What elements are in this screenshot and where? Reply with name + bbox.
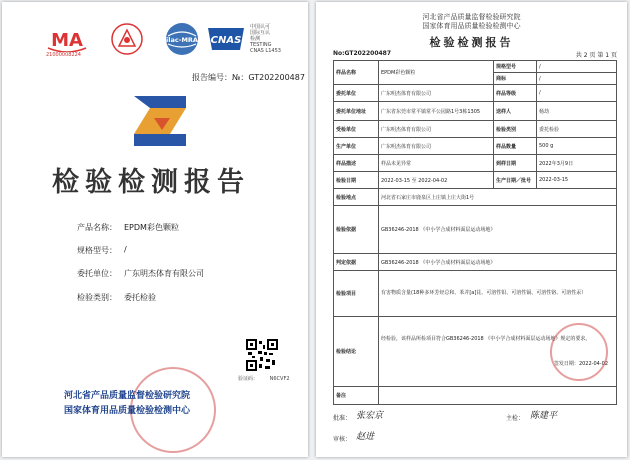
cnas-logo-text: CNAS (210, 35, 242, 46)
category-label: 检验类别： (77, 293, 117, 302)
cnas-caption-5: CNAS L1453 (250, 48, 281, 54)
sender-cell: 杨劫 (537, 102, 617, 121)
batch-cell: 2022-03-15 (537, 172, 617, 189)
sender-label-cell: 送样人 (494, 102, 537, 121)
test-category-cell: 委托检验 (537, 121, 617, 138)
sample-desc-label-cell: 样品描述 (334, 155, 379, 172)
arrival-date-label-cell: 到样日期 (494, 155, 537, 172)
report-number-value: №：GT202200487 (232, 73, 305, 82)
cma-code: 21000008224 (46, 52, 81, 58)
report-number (192, 72, 305, 83)
client-cell: 广东明杰体育有限公司 (379, 85, 494, 102)
batch-label-cell: 生产日期／批号 (494, 172, 537, 189)
spec-cell: / (537, 61, 617, 73)
cnas-caption-4: TESTING (250, 42, 272, 48)
issue-date-value: 2022-04-02 (578, 360, 608, 367)
test-date-cell: 2022-03-15 至 2022-04-02 (379, 172, 494, 189)
report-number-label: 报告编号： (192, 73, 232, 82)
cnas-caption-3: 检测 (250, 36, 261, 42)
detail-report-number: No:GT202200487 (333, 50, 392, 57)
client-label: 委托单位： (77, 269, 117, 278)
ilac-mra-text: ilac-MRA (166, 36, 198, 44)
conclusion-seal-stamp (550, 323, 608, 381)
cnas-logo-icon (206, 24, 246, 54)
client-label-cell: 委托单位 (334, 85, 379, 102)
remark-label-cell: 备注 (334, 387, 379, 405)
spec-label: 规格型号： (77, 246, 117, 255)
category-value: 委托检验 (124, 293, 156, 302)
test-items-label-cell: 检验项目 (334, 271, 379, 317)
conclusion-label-cell: 检验结论 (334, 317, 379, 387)
trademark-label-cell: 商标 (494, 73, 537, 85)
detail-page-info: 共 2 页 第 1 页 (575, 52, 617, 59)
sample-qty-label-cell: 样品数量 (494, 138, 537, 155)
sample-qty-cell: 500 g (537, 138, 617, 155)
cover-title: 检验检测报告 (52, 167, 250, 198)
reviewer-label: 审核： (333, 436, 352, 443)
institute-z-logo-icon (130, 92, 190, 150)
grade-cell: / (537, 85, 617, 102)
judgment-basis-label-cell: 判定依据 (334, 254, 379, 271)
product-name-label: 产品名称： (77, 223, 117, 232)
cma-logo-text: MA (51, 30, 83, 51)
inspected-unit-cell: 广东明杰体育有限公司 (379, 121, 494, 138)
qr-code-text: N6CVF2 (269, 376, 290, 382)
test-basis-label-cell: 检验依据 (334, 206, 379, 254)
sample-desc-cell: 样品未见异常 (379, 155, 494, 172)
detail-header-line-2: 国家体育用品质量检验检测中心 (422, 22, 521, 30)
report-cover-page (2, 2, 308, 457)
org-name-line-1: 河北省产品质量监督检验研究院 (64, 391, 191, 401)
test-category-label-cell: 检验类别 (494, 121, 537, 138)
cnas-caption-1: 中国认可 (250, 24, 271, 30)
product-name-value: EPDM彩色颗粒 (124, 223, 179, 232)
cma-logo-icon (44, 26, 90, 52)
spec-label-cell: 规格型号 (494, 61, 537, 73)
cnas-caption (250, 24, 281, 54)
remark-cell (379, 387, 617, 405)
tester-signature: 陈建平 (530, 411, 558, 421)
judgment-basis-cell: GB36246-2018 《中小学合成材料面层运动场地》 (379, 254, 617, 271)
qr-code-icon[interactable] (246, 339, 278, 371)
test-location-label-cell: 检验地点 (334, 189, 379, 206)
client-address-cell: 广东省东莞市常平镇常平公园路1号3栋1305 (379, 102, 494, 121)
detail-header-line-1: 河北省产品质量监督检验研究院 (422, 13, 521, 21)
producer-label-cell: 生产单位 (334, 138, 379, 155)
detail-title: 检验检测报告 (429, 36, 514, 49)
client-value: 广东明杰体育有限公司 (124, 269, 204, 278)
inspection-details-table (333, 60, 617, 405)
test-items-cell: 有害物质含量(18种多环芳烃总和、苯并[a]芘、可溶性铅、可溶性镉、可溶性铬、可溶性汞） (379, 271, 617, 317)
tester-label: 主检： (506, 415, 525, 422)
qr-caption (238, 375, 290, 382)
approver-signature: 张宏京 (356, 411, 384, 421)
issue-date-label: 签发日期： (553, 360, 579, 367)
accreditation-seal-icon (110, 22, 144, 56)
arrival-date-cell: 2022年3月9日 (537, 155, 617, 172)
reviewer-signature: 赵进 (356, 432, 375, 442)
product-name-label-cell: 样品名称 (334, 61, 379, 85)
qr-caption-label: 验证码： (238, 376, 259, 382)
test-location-cell: 河北省石家庄市鹿泉区上庄镇上庄大街1号 (379, 189, 617, 206)
test-basis-cell: GB36246-2018 《中小学合成材料面层运动场地》 (379, 206, 617, 254)
conclusion-cell (379, 317, 617, 387)
spec-value: / (124, 245, 127, 254)
grade-label-cell: 样品等级 (494, 85, 537, 102)
test-date-label-cell: 检验日期 (334, 172, 379, 189)
ilac-mra-logo-icon (162, 22, 202, 56)
product-name-cell: EPDM彩色颗粒 (379, 61, 494, 85)
report-detail-page (316, 2, 627, 457)
inspected-unit-label-cell: 受检单位 (334, 121, 379, 138)
conclusion-text: 经检验，该样品所检项目符合GB36246-2018 《中小学合成材料面层运动场地》规定的要求。 (381, 335, 591, 342)
cnas-caption-2: 国际互认 (250, 30, 271, 36)
org-name-line-2: 国家体育用品质量检验检测中心 (64, 406, 191, 416)
approver-label: 批准： (333, 415, 352, 422)
producer-cell: 广东明杰体育有限公司 (379, 138, 494, 155)
trademark-cell: / (537, 73, 617, 85)
client-address-label-cell: 委托单位地址 (334, 102, 379, 121)
